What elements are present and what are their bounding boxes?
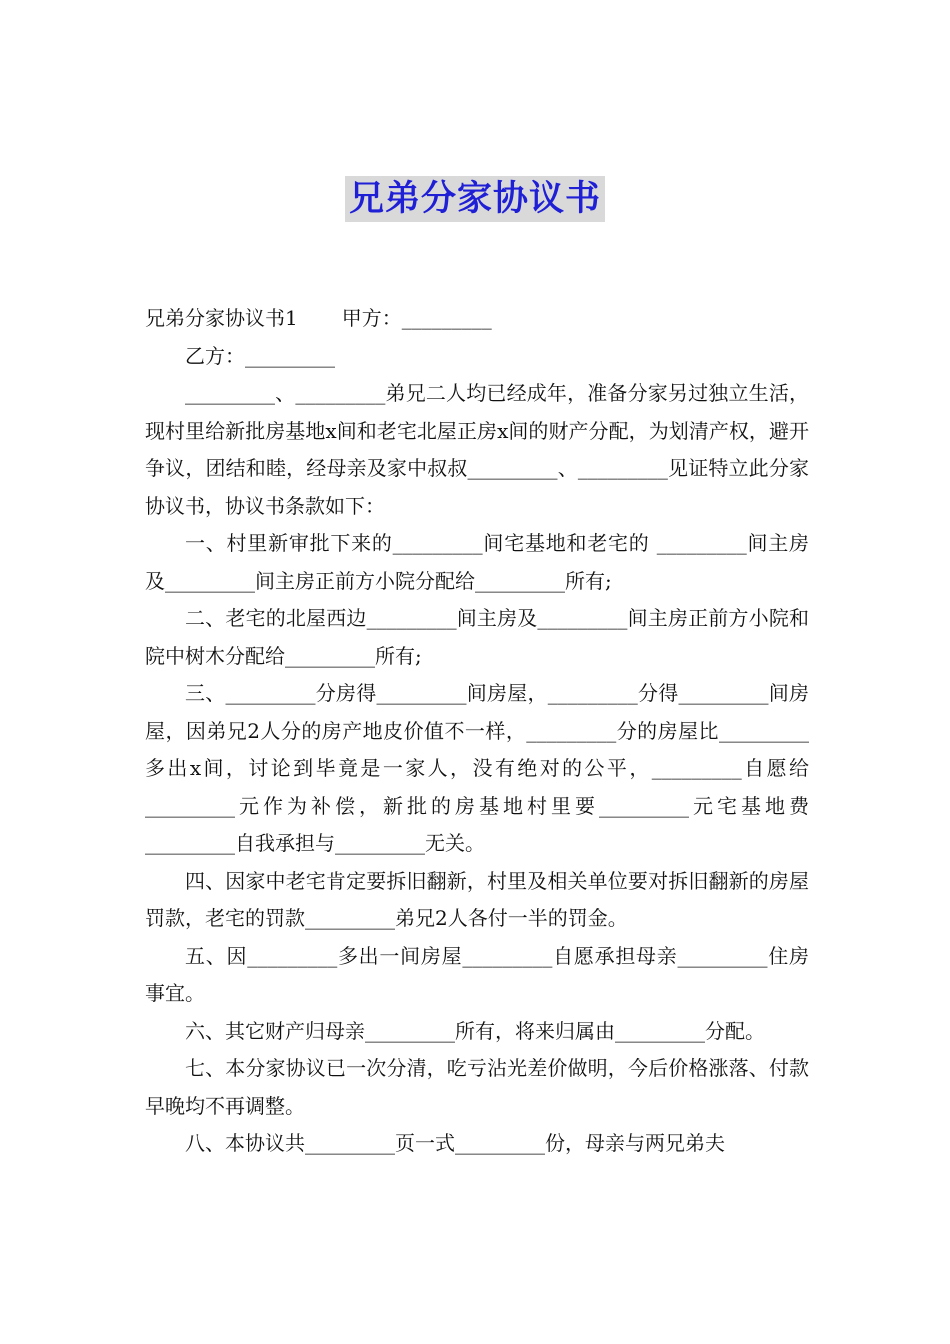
party-a-line: 甲方：_________ xyxy=(341,306,492,330)
document-title: 兄弟分家协议书 xyxy=(345,176,605,222)
heading-line xyxy=(145,300,809,338)
title-container xyxy=(0,176,950,222)
clause-5: 五、因_________多出一间房屋_________自愿承担母亲_________住房事宜。 xyxy=(145,943,809,1005)
clause-7: 七、本分家协议已一次分清，吃亏沾光差价做明，今后价格涨落、付款早晚均不再调整。 xyxy=(145,1056,809,1118)
clause-4: 四、因家中老宅肯定要拆旧翻新，村里及相关单位要对拆旧翻新的房屋罚款，老宅的罚款_________弟兄2人各付一半的罚金。 xyxy=(145,868,809,930)
clause-6: 六、其它财产归母亲_________所有，将来归属由_________分配。 xyxy=(185,1018,765,1043)
clause-1: 一、村里新审批下来的_________间宅基地和老宅的 _________间主房及_________间主房正前方小院分配给_________所有; xyxy=(145,531,809,593)
intro-paragraph: _________、_________弟兄二人均已经成年，准备分家另过独立生活，现村里给新批房基地x间和老宅北屋正房x间的财产分配，为划清产权，避开争议，团结和睦，经母亲及家中叔叔_________、_________见证特立此分家协议书，协议书条款如下： xyxy=(145,381,809,518)
party-b-line: 乙方：_________ xyxy=(185,343,335,368)
document-body xyxy=(145,300,809,1163)
clause-3: 三、_________分房得_________间房屋，_________分得_________间房屋，因弟兄2人分的房产地皮价值不一样，_________分的房屋比_________多出x间，讨论到毕竟是一家人，没有绝对的公平，_________自愿给_________元作为补偿，新批的房基地村里要_________元宅基地费_________自我承担与_________无关。 xyxy=(145,681,809,855)
clause-8: 八、本协议共_________页一式_________份，母亲与两兄弟夫 xyxy=(185,1131,725,1155)
section-heading: 兄弟分家协议书1 xyxy=(145,306,298,330)
clause-2: 二、老宅的北屋西边_________间主房及_________间主房正前方小院和院中树木分配给_________所有; xyxy=(145,606,809,668)
